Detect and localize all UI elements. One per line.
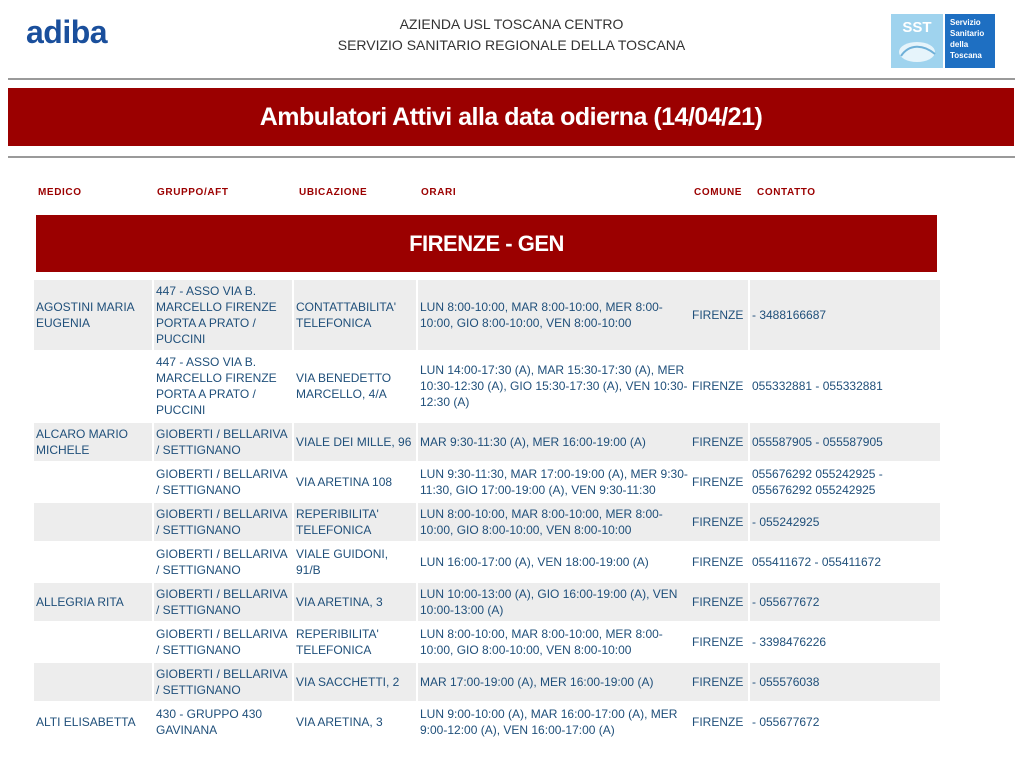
cell-ubicazione: VIA ARETINA 108 (296, 475, 393, 489)
cell-orari: LUN 9:30-11:30, MAR 17:00-19:00 (A), MER 9:30-11:30, GIO 17:00-19:00 (A), VEN 9:30-11:30 (420, 467, 688, 497)
svg-text:Servizio: Servizio (950, 18, 981, 27)
table-row (34, 623, 940, 661)
cell-gruppo: GIOBERTI / BELLARIVA / SETTIGNANO (154, 583, 292, 621)
cell-ubicazione: REPERIBILITA' TELEFONICA (294, 503, 416, 541)
cell-medico (34, 663, 152, 701)
cell-contatto: 055676292 055242925 - 055676292 055242925 (752, 467, 883, 497)
cell-ubicazione: VIALE DEI MILLE, 96 (294, 423, 416, 461)
cell-ubicazione: VIA BENEDETTO MARCELLO, 4/A (296, 371, 392, 401)
table-row (34, 583, 940, 621)
table-row (34, 280, 940, 350)
cell-gruppo: GIOBERTI / BELLARIVA / SETTIGNANO (154, 663, 292, 701)
table-row (34, 463, 940, 501)
cell-comune: FIRENZE (692, 715, 744, 729)
cell-orari: MAR 17:00-19:00 (A), MER 16:00-19:00 (A) (418, 663, 690, 701)
cell-gruppo: 430 - GRUPPO 430 GAVINANA (156, 707, 263, 737)
cell-contatto: 055411672 - 055411672 (752, 555, 882, 569)
table-row (34, 543, 940, 581)
cell-contatto: - 055677672 (750, 583, 940, 621)
cell-contatto: 055587905 - 055587905 (750, 423, 940, 461)
org-line-1: AZIENDA USL TOSCANA CENTRO (399, 16, 624, 32)
cell-gruppo: 447 - ASSO VIA B. MARCELLO FIRENZE PORTA A PRATO / PUCCINI (156, 355, 277, 417)
cell-medico (34, 543, 152, 581)
cell-comune: FIRENZE (690, 280, 748, 350)
svg-text:della: della (950, 40, 969, 49)
cell-medico: ALLEGRIA RITA (34, 583, 152, 621)
cell-ubicazione: VIA ARETINA, 3 (296, 715, 383, 729)
cell-ubicazione: VIALE GUIDONI, 91/B (296, 547, 389, 577)
col-header-orari: ORARI (421, 187, 457, 198)
svg-text:Sanitario: Sanitario (950, 29, 985, 38)
cell-comune: FIRENZE (690, 423, 748, 461)
cell-orari: LUN 8:00-10:00, MAR 8:00-10:00, MER 8:00-10:00, GIO 8:00-10:00, VEN 8:00-10:00 (418, 280, 690, 350)
cell-gruppo: GIOBERTI / BELLARIVA / SETTIGNANO (156, 467, 287, 497)
org-line-2: SERVIZIO SANITARIO REGIONALE DELLA TOSCANA (337, 37, 686, 53)
cell-medico: AGOSTINI MARIA EUGENIA (34, 280, 152, 350)
col-header-comune: COMUNE (694, 187, 743, 198)
col-header-contatto: CONTATTO (757, 187, 816, 198)
cell-medico: ALTI ELISABETTA (36, 715, 136, 729)
cell-orari: LUN 8:00-10:00, MAR 8:00-10:00, MER 8:00-10:00, GIO 8:00-10:00, VEN 8:00-10:00 (418, 503, 690, 541)
cell-medico: ALCARO MARIO MICHELE (34, 423, 152, 461)
cell-comune: FIRENZE (692, 475, 744, 489)
cell-medico (34, 503, 152, 541)
organization-header (0, 14, 1023, 56)
cell-gruppo: GIOBERTI / BELLARIVA / SETTIGNANO (154, 423, 292, 461)
cell-gruppo: GIOBERTI / BELLARIVA / SETTIGNANO (156, 547, 287, 577)
col-header-gruppo: GRUPPO/AFT (157, 187, 229, 198)
cell-comune: FIRENZE (690, 663, 748, 701)
cell-contatto: 055332881 - 055332881 (752, 379, 883, 393)
cell-orari: LUN 10:00-13:00 (A), GIO 16:00-19:00 (A), VEN 10:00-13:00 (A) (418, 583, 690, 621)
cell-contatto: - 3398476226 (752, 635, 827, 649)
table-row (34, 351, 940, 421)
cell-comune: FIRENZE (692, 555, 744, 569)
cell-comune: FIRENZE (690, 583, 748, 621)
sst-badge-text: SST (902, 19, 932, 36)
table-row (34, 663, 940, 701)
header-divider (8, 78, 1015, 80)
cell-comune: FIRENZE (692, 635, 744, 649)
sst-logo (891, 14, 995, 68)
cell-medico (34, 351, 152, 421)
cell-orari: LUN 9:00-10:00 (A), MAR 16:00-17:00 (A), MER 9:00-12:00 (A), VEN 16:00-17:00 (A) (420, 707, 678, 737)
title-divider (8, 156, 1015, 158)
cell-contatto: - 3488166687 (750, 280, 940, 350)
cell-gruppo: GIOBERTI / BELLARIVA / SETTIGNANO (156, 627, 287, 657)
cell-ubicazione: VIA ARETINA, 3 (294, 583, 416, 621)
cell-orari: MAR 9:30-11:30 (A), MER 16:00-19:00 (A) (418, 423, 690, 461)
cell-contatto: - 055242925 (750, 503, 940, 541)
cell-medico (34, 623, 152, 661)
table-row (34, 703, 940, 741)
table-row (34, 503, 940, 541)
cell-comune: FIRENZE (690, 503, 748, 541)
cell-gruppo: GIOBERTI / BELLARIVA / SETTIGNANO (154, 503, 292, 541)
cell-ubicazione: CONTATTABILITA' TELEFONICA (294, 280, 416, 350)
cell-orari: LUN 16:00-17:00 (A), VEN 18:00-19:00 (A) (420, 555, 649, 569)
cell-orari: LUN 14:00-17:30 (A), MAR 15:30-17:30 (A), MER 10:30-12:30 (A), GIO 15:30-17:30 (A), VEN 10:30-12:30 (A) (420, 363, 688, 409)
cell-comune: FIRENZE (692, 379, 744, 393)
cell-medico (34, 463, 152, 501)
cell-contatto: - 055677672 (752, 715, 820, 729)
cell-contatto: - 055576038 (750, 663, 940, 701)
cell-orari: LUN 8:00-10:00, MAR 8:00-10:00, MER 8:00-10:00, GIO 8:00-10:00, VEN 8:00-10:00 (420, 627, 663, 657)
adiba-logo: adiba (26, 14, 108, 50)
col-header-ubicazione: UBICAZIONE (299, 187, 368, 198)
cell-ubicazione: VIA SACCHETTI, 2 (294, 663, 416, 701)
col-header-medico: MEDICO (38, 187, 82, 198)
section-title: FIRENZE - GEN (36, 215, 937, 272)
page-title: Ambulatori Attivi alla data odierna (14/04/21) (8, 88, 1014, 146)
cell-ubicazione: REPERIBILITA' TELEFONICA (296, 627, 379, 657)
svg-text:Toscana: Toscana (950, 51, 982, 60)
table-row (34, 423, 940, 461)
cell-gruppo: 447 - ASSO VIA B. MARCELLO FIRENZE PORTA A PRATO / PUCCINI (154, 280, 292, 350)
